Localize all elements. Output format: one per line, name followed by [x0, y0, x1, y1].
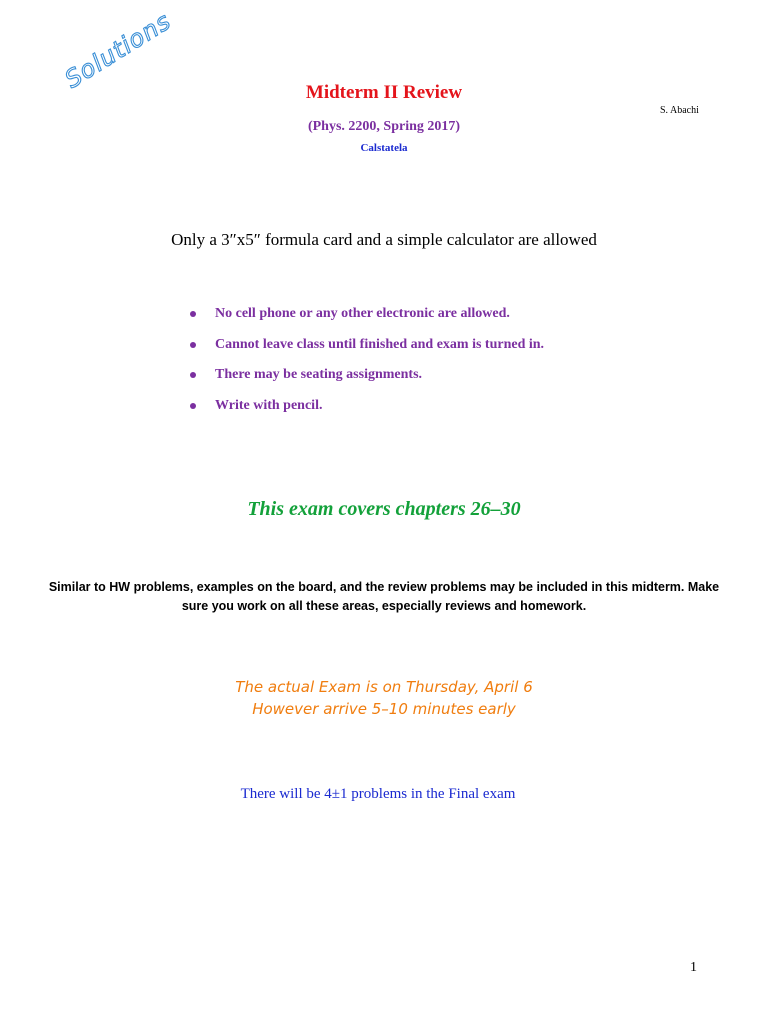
- exam-rules-list: [190, 306, 544, 428]
- chapters-coverage: This exam covers chapters 26–30: [247, 498, 521, 520]
- problem-count-note: There will be 4±1 problems in the Final exam: [240, 786, 516, 802]
- similar-problems-note: Similar to HW problems, examples on the board, and the review problems may be included in this midterm. Make sure you work on all these areas, especially reviews and homework.: [48, 580, 720, 613]
- page-number: 1: [690, 960, 697, 975]
- exam-date: The actual Exam is on Thursday, April 6: [235, 678, 533, 696]
- solutions-stamp: Solutions: [60, 6, 176, 94]
- bullet-icon: [190, 403, 196, 409]
- rule-item: [190, 398, 544, 429]
- author-name: S. Abachi: [660, 105, 699, 116]
- page-title: Midterm II Review: [305, 82, 463, 103]
- rule-item: [190, 337, 544, 368]
- bullet-icon: [190, 342, 196, 348]
- rule-item: [190, 306, 544, 337]
- arrival-note: However arrive 5–10 minutes early: [252, 700, 516, 718]
- rule-item: [190, 367, 544, 398]
- allowed-materials-note: Only a 3″x5″ formula card and a simple calculator are allowed: [171, 230, 597, 249]
- bullet-icon: [190, 372, 196, 378]
- rule-text: There may be seating assignments.: [215, 367, 423, 382]
- bullet-icon: [190, 311, 196, 317]
- course-subtitle: (Phys. 2200, Spring 2017): [307, 119, 461, 134]
- rule-text: Cannot leave class until finished and exam is turned in.: [215, 336, 545, 352]
- rule-text: No cell phone or any other electronic are allowed.: [215, 306, 510, 321]
- rule-text: Write with pencil.: [215, 397, 323, 413]
- school-name: Calstatela: [360, 142, 408, 154]
